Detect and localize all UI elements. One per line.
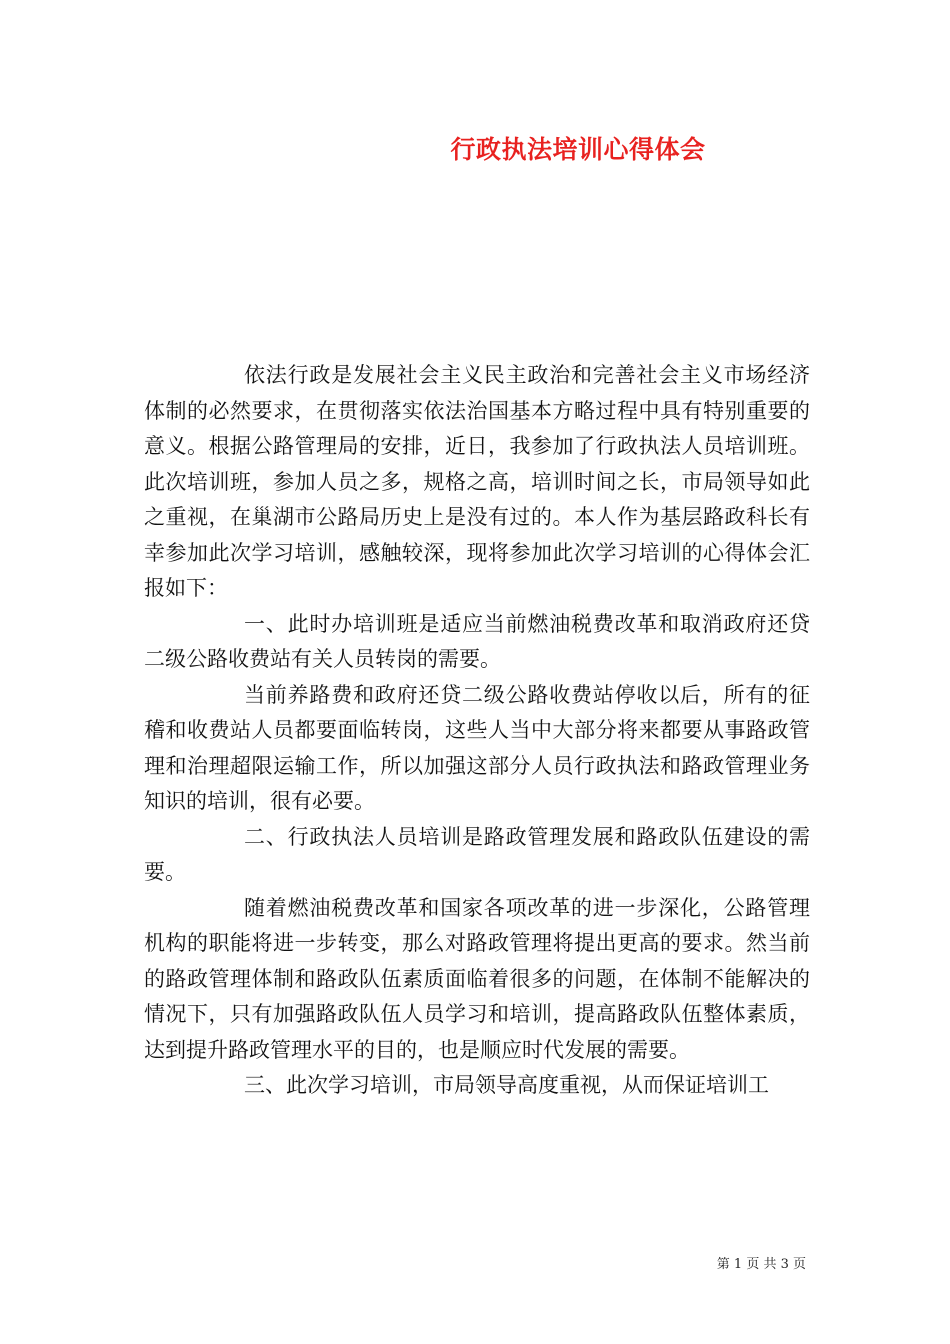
document-title: 行政执法培训心得体会 (450, 135, 706, 164)
paragraph-point-one: 一、此时办培训班是适应当前燃油税费改革和取消政府还贷二级公路收费站有关人员转岗的需要。 (144, 611, 810, 671)
paragraph-point-two-detail: 随着燃油税费改革和国家各项改革的进一步深化，公路管理机构的职能将进一步转变，那么对路政管理将提出更高的要求。然当前的路政管理体制和路政队伍素质面临着很多的问题，在体制不能解决的情况下，只有加强路政队伍人员学习和培训，提高路政队伍整体素质，达到提升路政管理水平的目的，也是顺应时代发展的需要。 (144, 895, 810, 1062)
page-number-footer: 第 1 页 共 3 页 (716, 1257, 806, 1272)
document-body (144, 358, 810, 1104)
paragraph-intro: 依法行政是发展社会主义民主政治和完善社会主义市场经济体制的必然要求，在贯彻落实依法治国基本方略过程中具有特别重要的意义。根据公路管理局的安排，近日，我参加了行政执法人员培训班。此次培训班，参加人员之多，规格之高，培训时间之长，市局领导如此之重视，在巢湖市公路局历史上是没有过的。本人作为基层路政科长有幸参加此次学习培训，感触较深，现将参加此次学习培训的心得体会汇报如下： (144, 363, 810, 600)
paragraph-point-three: 三、此次学习培训，市局领导高度重视，从而保证培训工 (244, 1073, 769, 1097)
paragraph-point-one-detail: 当前养路费和政府还贷二级公路收费站停收以后，所有的征稽和收费站人员都要面临转岗，这些人当中大部分将来都要从事路政管理和治理超限运输工作，所以加强这部分人员行政执法和路政管理业务知识的培训，很有必要。 (144, 682, 810, 813)
paragraph-point-two: 二、行政执法人员培训是路政管理发展和路政队伍建设的需要。 (144, 824, 810, 884)
